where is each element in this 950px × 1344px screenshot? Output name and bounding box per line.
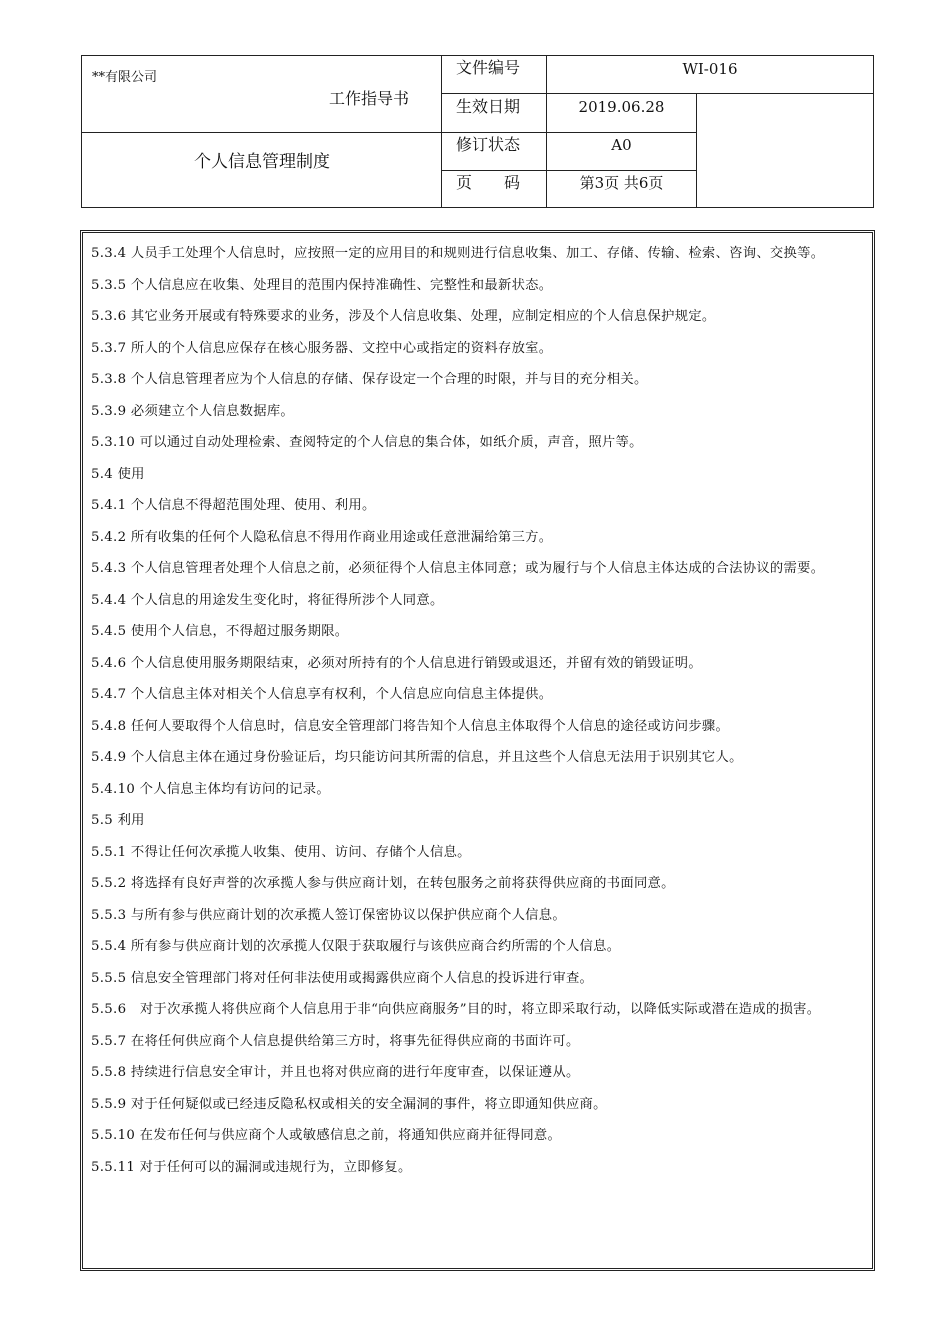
document-header-table [81,55,874,208]
section-heading: 5.4 使用 [91,466,145,482]
paragraph: 5.4.1 个人信息不得超范围处理、使用、利用。 [91,498,376,513]
paragraph: 5.4.4 个人信息的用途发生变化时，将征得所涉个人同意。 [91,592,444,608]
paragraph: 5.5.3 与所有参与供应商计划的次承揽人签订保密协议以保护供应商个人信息。 [91,907,566,923]
paragraph: 5.4.8 任何人要取得个人信息时，信息安全管理部门将告知个人信息主体取得个人信息的途径或访问步骤。 [91,718,730,734]
paragraph: 5.5.8 持续进行信息安全审计，并且也将对供应商的进行年度审查，以保证遵从。 [91,1065,580,1080]
paragraph: 5.3.6 其它业务开展或有特殊要求的业务，涉及个人信息收集、处理，应制定相应的个人信息保护规定。 [91,309,716,324]
paragraph: 5.4.7 个人信息主体对相关个人信息享有权利，个人信息应向信息主体提供。 [91,687,553,702]
paragraph: 5.4.9 个人信息主体在通过身份验证后，均只能访问其所需的信息，并且这些个人信息无法用于识别其它人。 [91,750,743,765]
paragraph: 5.5.1 不得让任何次承揽人收集、使用、访问、存储个人信息。 [91,844,471,860]
paragraph: 5.3.8 个人信息管理者应为个人信息的存储、保存设定一个合理的时限，并与目的充分相关。 [91,372,648,387]
paragraph: 5.5.10 在发布任何与供应商个人或敏感信息之前，将通知供应商并征得同意。 [91,1128,562,1143]
paragraph: 5.5.4 所有参与供应商计划的次承揽人仅限于获取履行与该供应商合约所需的个人信息。 [91,939,621,954]
value-revision: A0 [611,136,632,154]
paragraph: 5.4.3 个人信息管理者处理个人信息之前，必须征得个人信息主体同意；或为履行与个人信息主体达成的合法协议的需要。 [91,561,825,576]
value-effective-date: 2019.06.28 [578,98,665,116]
company-name: **有限公司 [92,70,158,85]
paragraph: 5.4.5 使用个人信息，不得超过服务期限。 [91,624,349,639]
paragraph: 5.5.9 对于任何疑似或已经违反隐私权或相关的安全漏洞的事件，将立即通知供应商。 [91,1096,607,1112]
paragraph: 5.3.4 人员手工处理个人信息时，应按照一定的应用目的和规则进行信息收集、加工、存储、传输、检索、咨询、交换等。 [91,246,825,261]
paragraph: 5.4.2 所有收集的任何个人隐私信息不得用作商业用途或任意泄漏给第三方。 [91,529,553,545]
paragraph: 5.5.11 对于任何可以的漏洞或违规行为，立即修复。 [91,1159,412,1175]
paragraph: 5.5.7 在将任何供应商个人信息提供给第三方时，将事先征得供应商的书面许可。 [91,1033,580,1049]
paragraph: 5.3.5 个人信息应在收集、处理目的范围内保持准确性、完整性和最新状态。 [91,277,553,293]
label-effective-date: 生效日期 [456,97,521,116]
value-page: 第3页 共6页 [579,174,664,192]
doc-title: 个人信息管理制度 [194,152,330,172]
paragraph: 5.5.2 将选择有良好声誉的次承揽人参与供应商计划，在转包服务之前将获得供应商的书面同意。 [91,876,675,891]
paragraph: 5.4.10 个人信息主体均有访问的记录。 [91,781,330,797]
paragraph: 5.3.10 可以通过自动处理检索、查阅特定的个人信息的集合体，如纸介质，声音，照片等。 [91,435,643,450]
content-body [91,241,866,1184]
paragraph: 5.3.9 必须建立个人信息数据库。 [91,403,295,419]
label-doc-number: 文件编号 [456,58,521,77]
value-doc-number: WI-016 [682,60,738,78]
paragraph: 5.4.6 个人信息使用服务期限结束，必须对所持有的个人信息进行销毁或退还，并留有效的销毁证明。 [91,655,702,671]
paragraph: 5.5.5 信息安全管理部门将对任何非法使用或揭露供应商个人信息的投诉进行审查。 [91,970,594,986]
label-revision: 修订状态 [456,135,521,154]
doc-type: 工作指导书 [329,89,410,108]
label-page: 页 码 [456,173,521,192]
section-heading: 5.5 利用 [91,813,145,828]
paragraph: 5.5.6 对于次承揽人将供应商个人信息用于非“向供应商服务”目的时，将立即采取行动，以降低实际或潜在造成的损害。 [91,1002,821,1017]
paragraph: 5.3.7 所人的个人信息应保存在核心服务器、文控中心或指定的资料存放室。 [91,340,553,356]
content-frame [80,230,875,1271]
